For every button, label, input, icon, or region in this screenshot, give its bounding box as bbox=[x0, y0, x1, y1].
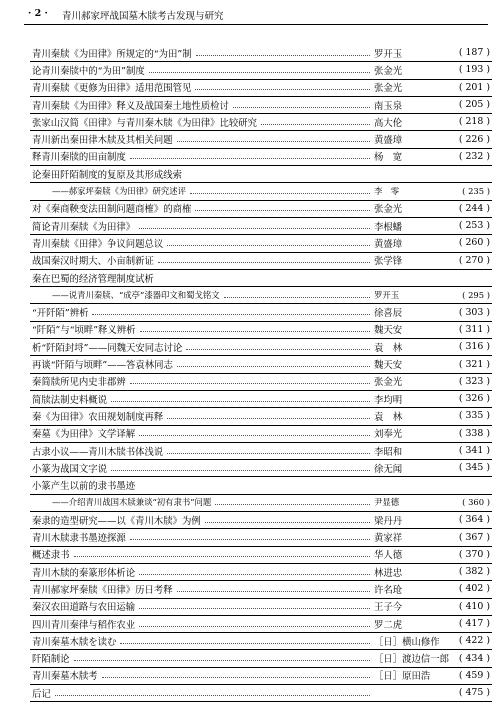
toc-entry-author: 华人德 bbox=[374, 550, 403, 562]
toc-entry-page: ( 253 ) bbox=[458, 220, 490, 232]
leader-dots bbox=[139, 571, 370, 575]
toc-entry-title: 青川秦牍《为田律》所规定的“为田”制 bbox=[32, 48, 192, 60]
toc-entry-row bbox=[30, 528, 492, 546]
leader-dots bbox=[74, 553, 370, 557]
leader-dots bbox=[139, 432, 370, 436]
toc-entry-author: ［日］横山修作 bbox=[374, 636, 440, 648]
leader-dots bbox=[102, 674, 370, 678]
toc-entry-row bbox=[30, 459, 492, 477]
toc-entry-author: 李根蟠 bbox=[374, 221, 403, 233]
toc-entry-author: 徐无闻 bbox=[374, 463, 403, 475]
toc-entry-page: ( 475 ) bbox=[458, 687, 490, 699]
toc-entry-author: 黄盛璋 bbox=[374, 238, 403, 250]
leader-dots bbox=[139, 623, 370, 627]
toc-entry-row bbox=[30, 511, 492, 529]
toc-entry-row bbox=[30, 61, 492, 79]
leader-dots bbox=[130, 155, 370, 159]
toc-entry-title: 青川秦墓木牍考 bbox=[32, 671, 98, 683]
toc-entry-title: 青川秦牍《为田律》释义及战国秦土地性质检讨 bbox=[32, 100, 229, 112]
toc-entry-page: ( 434 ) bbox=[458, 652, 490, 664]
toc-entry-page: ( 335 ) bbox=[458, 410, 490, 422]
leader-dots bbox=[120, 640, 370, 644]
toc-entry-page: ( 321 ) bbox=[458, 358, 490, 370]
toc-entry-page: ( 316 ) bbox=[458, 341, 490, 353]
leader-dots bbox=[139, 605, 370, 609]
running-title: 青川郝家坪战国墓木牍考古发现与研究 bbox=[62, 11, 224, 22]
toc-entry-author: ［日］渡边信一郎 bbox=[374, 654, 450, 666]
toc-entry-row bbox=[30, 338, 492, 356]
toc-entry-row bbox=[30, 131, 492, 149]
toc-entry-title: 秦简牍所见内史非郡辨 bbox=[32, 377, 126, 389]
toc-entry-title: 秦在巴蜀的经济管理制度试析 bbox=[32, 273, 154, 285]
toc-subtitle-row bbox=[30, 182, 492, 200]
toc-entry-row bbox=[30, 355, 492, 373]
toc-entry-row bbox=[30, 598, 492, 616]
toc-entry-author: 罗开玉 bbox=[374, 48, 403, 60]
toc-entry-author: 尹显德 bbox=[374, 497, 400, 508]
toc-entry-page: ( 360 ) bbox=[462, 497, 490, 508]
leader-dots bbox=[190, 190, 370, 194]
toc-entry-title: 小篆产生以前的隶书墨迹 bbox=[32, 481, 136, 493]
toc-entry-title: ——说青川秦牍、“成亭”漆器印文和蜀戈铭文 bbox=[52, 289, 220, 300]
toc-entry-row bbox=[30, 252, 492, 270]
toc-entry-author: 李均明 bbox=[374, 394, 403, 406]
toc-entry-author: 张金光 bbox=[374, 204, 403, 216]
toc-entry-author: 张金光 bbox=[374, 65, 403, 77]
leader-dots bbox=[111, 398, 370, 402]
toc-entry-page: ( 417 ) bbox=[458, 618, 490, 630]
toc-entry-author: 杨 宽 bbox=[374, 152, 403, 164]
toc-entry-row bbox=[30, 546, 492, 564]
toc-entry-author: 黄盛璋 bbox=[374, 135, 403, 147]
toc-entry-page: ( 218 ) bbox=[458, 116, 490, 128]
toc-entry-row bbox=[30, 200, 492, 218]
leader-dots bbox=[205, 519, 370, 523]
toc-entry-row bbox=[30, 217, 492, 235]
toc-entry-page: ( 326 ) bbox=[458, 393, 490, 405]
toc-entry-page: ( 311 ) bbox=[458, 323, 490, 335]
toc-entry-row bbox=[30, 650, 492, 668]
toc-entry-author: 黄家祥 bbox=[374, 533, 403, 545]
toc-entry-page: ( 244 ) bbox=[458, 202, 490, 214]
toc-heading-row bbox=[30, 269, 492, 287]
toc-entry-row bbox=[30, 113, 492, 131]
toc-entry-title: 简论青川秦牍《为田律》 bbox=[32, 221, 136, 233]
leader-dots bbox=[196, 52, 370, 56]
toc-entry-title: 秦墓《为田律》文学译解 bbox=[32, 429, 136, 441]
toc-entry-page: ( 226 ) bbox=[458, 133, 490, 145]
toc-entry-author: 刘奉光 bbox=[374, 429, 403, 441]
toc-entry-author: 王子今 bbox=[374, 602, 403, 614]
toc-entry-title: ——郝家坪秦牍《为田律》研究述评 bbox=[52, 186, 186, 197]
toc-entry-page: ( 187 ) bbox=[458, 47, 490, 59]
toc-entry-page: ( 370 ) bbox=[458, 548, 490, 560]
toc-entry-title: 概述隶书 bbox=[32, 550, 70, 562]
toc-entry-row bbox=[30, 44, 492, 62]
toc-entry-title: 青川秦墓木牍を读む bbox=[32, 636, 117, 648]
toc-entry-row bbox=[30, 407, 492, 425]
leader-dots bbox=[177, 588, 370, 592]
toc-entry-title: 对《秦商鞅变法田制问题商榷》的商榷 bbox=[32, 204, 192, 216]
leader-dots bbox=[130, 380, 370, 384]
leader-dots bbox=[186, 346, 370, 350]
leader-dots bbox=[55, 692, 370, 696]
leader-dots bbox=[261, 121, 370, 125]
toc-entry-author: 林进忠 bbox=[374, 567, 403, 579]
toc-entry-page: ( 205 ) bbox=[458, 99, 490, 111]
leader-dots bbox=[167, 450, 370, 454]
toc-entry-title: 阡陌制论 bbox=[32, 654, 70, 666]
toc-entry-title: 青川秦牍《更修为田律》适用范围管见 bbox=[32, 83, 192, 95]
toc-entry-title: 简牍法制史料概说 bbox=[32, 394, 108, 406]
leader-dots bbox=[140, 328, 370, 332]
toc-subtitle-row bbox=[30, 286, 492, 304]
toc-entry-title: 再谈“阡陌与顷畔”——答袁林同志 bbox=[32, 360, 173, 372]
toc-entry-page: ( 235 ) bbox=[462, 186, 490, 197]
toc-entry-author: 李昭和 bbox=[374, 446, 403, 458]
toc-entry-page: ( 422 ) bbox=[458, 635, 490, 647]
toc-entry-author: 袁 林 bbox=[374, 411, 403, 423]
toc-entry-page: ( 367 ) bbox=[458, 531, 490, 543]
toc-entry-title: 青川秦牍《田律》争议问题总议 bbox=[32, 238, 164, 250]
leader-dots bbox=[195, 86, 370, 90]
leader-dots bbox=[233, 104, 370, 108]
toc-entry-title: “开阡陌”辨析 bbox=[32, 308, 89, 320]
toc-entry-page: ( 323 ) bbox=[458, 375, 490, 387]
toc-entry-row bbox=[30, 563, 492, 581]
leader-dots bbox=[158, 259, 370, 263]
toc-entry-page: ( 303 ) bbox=[458, 306, 490, 318]
toc-entry-row bbox=[30, 373, 492, 391]
toc-entry-row bbox=[30, 304, 492, 322]
toc-entry-row bbox=[30, 632, 492, 650]
toc-entry-row bbox=[30, 79, 492, 97]
leader-dots bbox=[139, 225, 370, 229]
toc-entry-title: 释青川秦牍的田亩制度 bbox=[32, 152, 126, 164]
leader-dots bbox=[224, 294, 370, 298]
toc-entry-page: ( 270 ) bbox=[458, 254, 490, 266]
toc-entry-author: 罗开玉 bbox=[374, 289, 400, 300]
toc-entry-title: “阡陌”与“顷畔”释义辨析 bbox=[32, 325, 136, 337]
toc-entry-author: 魏天安 bbox=[374, 325, 403, 337]
toc-entry-title: 张家山汉简《田律》与青川秦木牍《为田律》比较研究 bbox=[32, 117, 258, 129]
toc-entry-title: 秦隶的造型研究——以《青川木牍》为例 bbox=[32, 515, 201, 527]
toc-entry-title: 青川新出秦田律木牍及其相关问题 bbox=[32, 135, 173, 147]
toc-entry-title: ——介绍青川战国木牍兼谈“初有隶书”问题 bbox=[52, 497, 212, 508]
toc-entry-page: ( 341 ) bbox=[458, 445, 490, 457]
toc-entry-author: 许名玱 bbox=[374, 584, 403, 596]
toc-entry-title: 秦《为田律》农田规划制度再释 bbox=[32, 411, 164, 423]
leader-dots bbox=[92, 311, 370, 315]
toc-entry-author: 张学锋 bbox=[374, 256, 403, 268]
leader-dots bbox=[111, 467, 370, 471]
toc-entry-page: ( 338 ) bbox=[458, 427, 490, 439]
toc-entry-author: 梁丹丹 bbox=[374, 515, 403, 527]
toc-entry-page: ( 410 ) bbox=[458, 600, 490, 612]
page-number: · 2 · bbox=[28, 8, 48, 19]
leader-dots bbox=[195, 207, 370, 211]
leader-dots bbox=[167, 415, 370, 419]
toc-entry-title: 古隶小议——青川木牍书体浅说 bbox=[32, 446, 164, 458]
toc-entry-row bbox=[30, 442, 492, 460]
leader-dots bbox=[130, 536, 370, 540]
toc-heading-row bbox=[30, 165, 492, 183]
header-rule bbox=[24, 24, 488, 25]
toc-entry-author: 罗二虎 bbox=[374, 619, 403, 631]
toc-entry-title: 后记 bbox=[32, 688, 51, 700]
toc-entry-row bbox=[30, 321, 492, 339]
toc-entry-author: 南玉泉 bbox=[374, 100, 403, 112]
toc-entry-row bbox=[30, 234, 492, 252]
toc-entry-author: 张金光 bbox=[374, 377, 403, 389]
leader-dots bbox=[167, 242, 370, 246]
toc-entry-title: 论青川秦牍中的“为田”制度 bbox=[32, 65, 145, 77]
toc-entry-page: ( 201 ) bbox=[458, 81, 490, 93]
leader-dots bbox=[215, 501, 370, 505]
toc-entry-author: 张金光 bbox=[374, 83, 403, 95]
toc-entry-page: ( 382 ) bbox=[458, 566, 490, 578]
toc-entry-title: 小篆为战国文字说 bbox=[32, 463, 108, 475]
page-header bbox=[24, 8, 484, 24]
toc-entry-title: 战国秦汉时期大、小亩制新证 bbox=[32, 256, 154, 268]
toc-entry-row bbox=[30, 615, 492, 633]
toc-entry-title: 青川木牍隶书墨迹探源 bbox=[32, 533, 126, 545]
toc-entry-page: ( 260 ) bbox=[458, 237, 490, 249]
toc-entry-row bbox=[30, 148, 492, 166]
toc-entry-author: 徐喜辰 bbox=[374, 308, 403, 320]
toc-entry-author: 袁 林 bbox=[374, 342, 403, 354]
leader-dots bbox=[149, 69, 370, 73]
toc-heading-row bbox=[30, 477, 492, 495]
toc-entry-author: ［日］原田浩 bbox=[374, 671, 431, 683]
toc-entry-title: 析“阡陌封埒”——同魏天安同志讨论 bbox=[32, 342, 183, 354]
toc-entry-page: ( 402 ) bbox=[458, 583, 490, 595]
toc-entry-row bbox=[30, 390, 492, 408]
leader-dots bbox=[74, 657, 370, 661]
toc-entry-row bbox=[30, 684, 492, 702]
toc-entry-title: 秦汉农田道路与农田运输 bbox=[32, 602, 136, 614]
toc-entry-author: 魏天安 bbox=[374, 360, 403, 372]
leader-dots bbox=[177, 138, 370, 142]
toc-entry-page: ( 232 ) bbox=[458, 150, 490, 162]
toc-entry-row bbox=[30, 425, 492, 443]
leader-dots bbox=[177, 363, 370, 367]
toc-subtitle-row bbox=[30, 494, 492, 512]
toc-entry-row bbox=[30, 96, 492, 114]
toc-entry-title: 青川木牍的秦篆形体析论 bbox=[32, 567, 136, 579]
toc-entry-page: ( 459 ) bbox=[458, 669, 490, 681]
toc-entry-page: ( 364 ) bbox=[458, 514, 490, 526]
toc-entry-page: ( 345 ) bbox=[458, 462, 490, 474]
toc-entry-title: 论秦田阡陌制度的复原及其形成线索 bbox=[32, 169, 183, 181]
toc-entry-title: 青川郝家坪秦牍《田律》历日考释 bbox=[32, 584, 173, 596]
toc-entry-page: ( 295 ) bbox=[462, 289, 490, 300]
toc-entry-row bbox=[30, 580, 492, 598]
toc-entry-page: ( 193 ) bbox=[458, 64, 490, 76]
toc-entry-author: 高大伦 bbox=[374, 117, 403, 129]
toc-entry-title: 四川青川秦律与稻作农业 bbox=[32, 619, 136, 631]
toc-entry-author: 李 零 bbox=[374, 186, 400, 197]
